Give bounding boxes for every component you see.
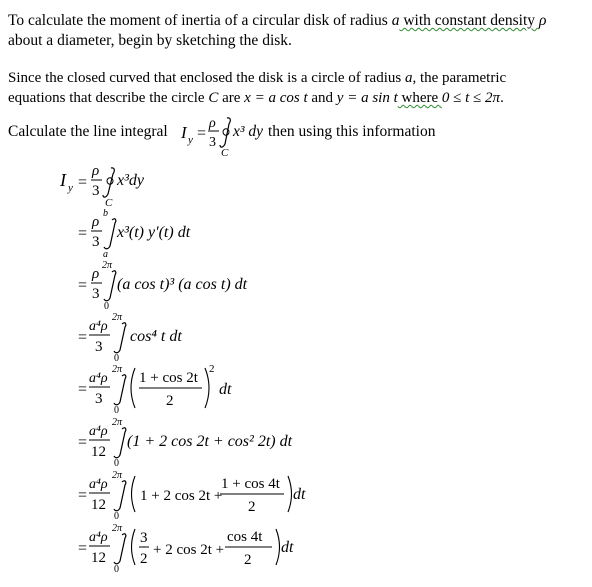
- since-range: 0 ≤ t ≤ 2π: [441, 90, 501, 106]
- contour-integral-icon: [220, 118, 230, 147]
- step-8-2: 2: [140, 551, 148, 567]
- lhs-I: I: [60, 170, 66, 190]
- step-5-num: 1 + cos 2t: [139, 370, 198, 386]
- twelve-7: 12: [91, 497, 106, 513]
- integral-icon: [114, 481, 126, 511]
- calc-line: [0, 108, 592, 160]
- step-7-dt: dt: [293, 486, 306, 503]
- step-8-3: 3: [140, 530, 148, 546]
- step-6-body: (1 + 2 cos 2t + cos² 2t) dt: [127, 433, 293, 450]
- lim-b: b: [103, 208, 108, 219]
- coef-5: a⁴ρ: [89, 371, 108, 386]
- integral-icon: [114, 375, 126, 405]
- eq-5: =: [78, 381, 88, 398]
- calc-I: I: [181, 123, 187, 142]
- step-4: [78, 312, 182, 364]
- lim-a: a: [103, 249, 108, 260]
- step-7-den: 2: [248, 499, 256, 515]
- calc-text-a: Calculate the line integral: [8, 123, 168, 140]
- intro-line-1: [8, 11, 546, 31]
- since-text-c: equations that describe the circle: [8, 90, 209, 106]
- intro-var-a: a: [391, 12, 400, 29]
- integral-icon: [104, 271, 116, 301]
- lim-2pi: 2π: [112, 470, 123, 481]
- step-8-dt: dt: [281, 539, 294, 556]
- eq-7: =: [78, 487, 88, 504]
- calc-integrand: x³ dy: [233, 123, 264, 140]
- rho-2: ρ: [92, 214, 100, 230]
- step-8-den: 2: [244, 552, 252, 568]
- lim-2pi: 2π: [102, 260, 113, 271]
- step-7-num: 1 + cos 4t: [221, 476, 280, 492]
- step-6: [78, 417, 293, 469]
- step-8: [78, 523, 294, 575]
- calc-rho: ρ: [209, 116, 216, 131]
- since-period: .: [500, 90, 504, 106]
- paren-right: [288, 476, 292, 512]
- lim-0: 0: [114, 511, 119, 522]
- step-3-body: (a cos t)³ (a cos t) dt: [117, 276, 248, 293]
- since-eq-y: y = a sin t: [336, 90, 398, 106]
- step-1-body: x³dy: [117, 172, 144, 189]
- intro-line-2: about a diameter, begin by sketching the disk.: [8, 32, 292, 49]
- lim-0: 0: [104, 301, 109, 312]
- eq-2: =: [78, 225, 88, 242]
- step-2-body: x³(t) y′(t) dt: [117, 224, 191, 241]
- contour-integral-icon: [103, 168, 114, 197]
- coef-7: a⁴ρ: [89, 477, 108, 492]
- three-4: 3: [95, 339, 103, 355]
- lhs-sub: y: [68, 182, 73, 194]
- since-var-C: C: [208, 90, 219, 106]
- step-5-den: 2: [166, 393, 174, 409]
- since-text-where: where: [397, 90, 442, 106]
- step-8-num: cos 4t: [227, 529, 263, 545]
- svg-text:=: =: [197, 125, 207, 142]
- since-text-and: and: [307, 90, 337, 106]
- since-text-are: are: [218, 90, 245, 106]
- eq-1: =: [78, 174, 88, 191]
- step-7: [78, 470, 306, 522]
- coef-8: a⁴ρ: [89, 530, 108, 545]
- calc-C: C: [221, 147, 229, 159]
- lim-0: 0: [114, 564, 119, 575]
- eq-4: =: [78, 329, 88, 346]
- since-var-a: a: [404, 70, 413, 86]
- rho-3: ρ: [92, 266, 100, 282]
- step-7-lead: 1 + 2 cos 2t +: [140, 488, 223, 504]
- paren-left: [132, 529, 136, 565]
- since-line-2: [8, 88, 504, 108]
- since-line-1: [8, 68, 506, 88]
- lim-2pi: 2π: [112, 312, 123, 323]
- since-eq-x: x = a cos t: [244, 90, 308, 106]
- eq-6: =: [78, 434, 88, 451]
- step-5-pow: 2: [209, 363, 215, 375]
- intro-text-a: To calculate the moment of inertia of a circular disk of radius: [8, 12, 392, 29]
- lim-2pi: 2π: [112, 417, 123, 428]
- three-3: 3: [92, 286, 100, 302]
- paren-left: [131, 368, 135, 408]
- calc-text-b: then using this information: [268, 123, 436, 140]
- lim-0: 0: [114, 405, 119, 416]
- calc-I-sub: y: [188, 134, 193, 146]
- step-8-mid: + 2 cos 2t +: [153, 542, 225, 558]
- paren-left: [132, 476, 136, 512]
- rho-1: ρ: [92, 163, 100, 179]
- twelve-8: 12: [91, 550, 106, 566]
- three-2: 3: [92, 234, 100, 250]
- lim-2pi: 2π: [112, 364, 123, 375]
- step-3: [78, 260, 248, 312]
- since-text-b: , the parametric: [412, 70, 507, 86]
- step-5-dt: dt: [219, 381, 232, 398]
- paren-right: [276, 529, 280, 565]
- integral-icon: [114, 428, 126, 458]
- integral-icon: [114, 323, 126, 353]
- lim-0: 0: [114, 458, 119, 469]
- intro-text-b: with constant density: [399, 12, 539, 29]
- lim-2pi: 2π: [112, 523, 123, 534]
- twelve-6: 12: [91, 444, 106, 460]
- three-5: 3: [95, 391, 103, 407]
- integral-icon: [104, 219, 116, 249]
- three-1: 3: [92, 183, 100, 199]
- step-5: [78, 363, 232, 416]
- integral-icon: [114, 534, 126, 564]
- step-1: [59, 163, 145, 209]
- lim-0: 0: [114, 353, 119, 364]
- coef-4: a⁴ρ: [89, 319, 108, 334]
- calc-three: 3: [209, 135, 216, 150]
- step-2: [78, 208, 191, 260]
- since-text-a: Since the closed curved that enclosed the disk is a circle of radius: [8, 70, 405, 86]
- step-4-body: cos⁴ t dt: [130, 328, 182, 345]
- eq-8: =: [78, 540, 88, 557]
- lim-C: C: [105, 197, 113, 209]
- coef-6: a⁴ρ: [89, 424, 108, 439]
- derivation: [0, 160, 592, 580]
- eq-3: =: [78, 277, 88, 294]
- intro-rho: ρ: [538, 12, 547, 29]
